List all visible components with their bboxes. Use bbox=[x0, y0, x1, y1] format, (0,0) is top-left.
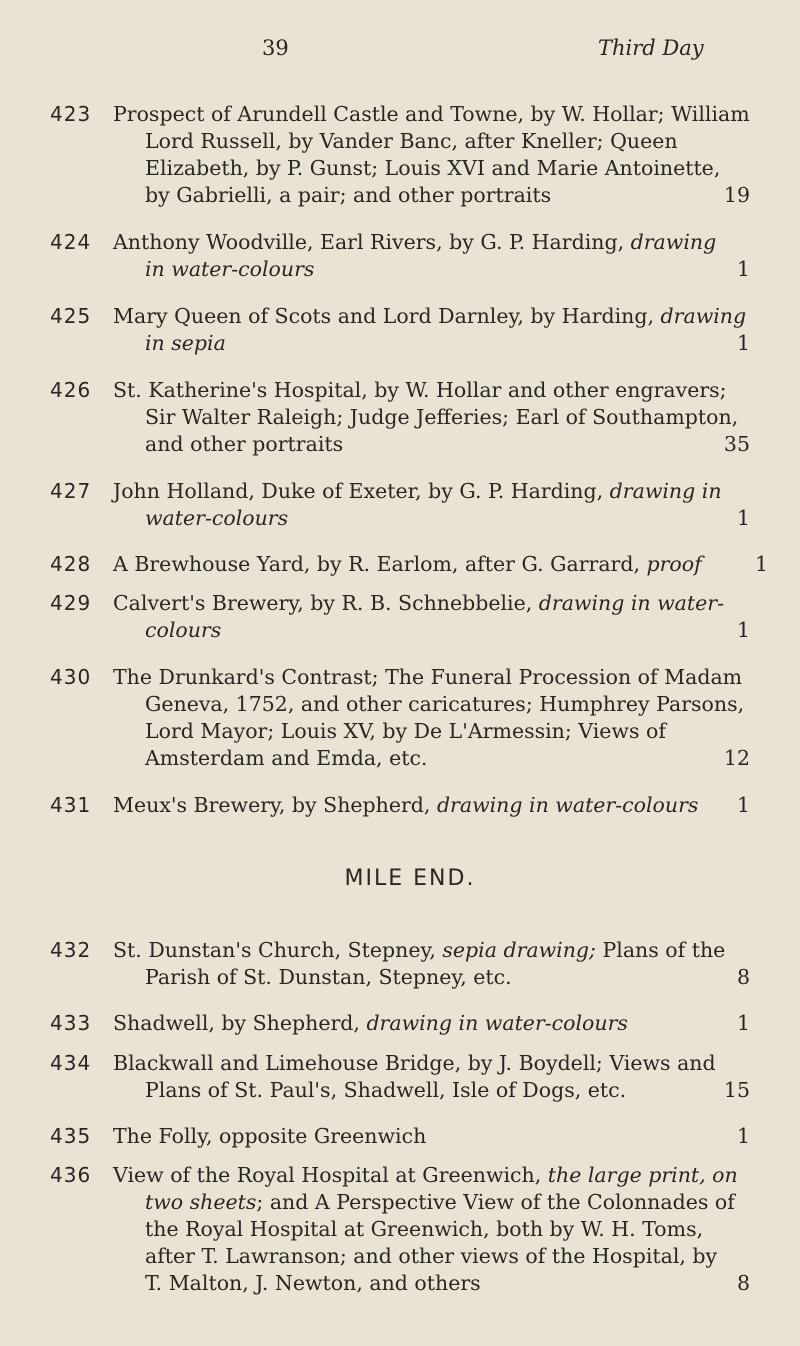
lot-text: View of the Royal Hospital at Greenwich, bbox=[113, 1163, 548, 1187]
lot-description bbox=[113, 664, 743, 772]
lot-quantity: 1 bbox=[736, 506, 750, 530]
lot-description bbox=[113, 1162, 743, 1297]
lot-quantity: 1 bbox=[736, 1124, 750, 1148]
lot-text: Plans of the bbox=[595, 938, 726, 962]
lot-medium: two sheets bbox=[145, 1190, 257, 1214]
lot-description bbox=[113, 1123, 743, 1150]
lot-text: the Royal Hospital at Greenwich, both by W. H. Toms, bbox=[145, 1217, 704, 1241]
lot-description bbox=[113, 478, 743, 532]
section-heading: MILE END. bbox=[344, 866, 476, 891]
running-head: Third Day bbox=[598, 36, 704, 60]
lot-number: 431 bbox=[50, 793, 92, 817]
lot-medium: drawing in water-colours bbox=[366, 1011, 628, 1035]
lot-quantity: 8 bbox=[736, 965, 750, 989]
lot-number: 434 bbox=[50, 1051, 92, 1075]
lot-text: Lord Russell, by Vander Banc, after Kneller; Queen bbox=[145, 129, 678, 153]
lot-medium: in sepia bbox=[145, 331, 226, 355]
lot-text: Meux's Brewery, by Shepherd, bbox=[113, 793, 437, 817]
lot-medium: colours bbox=[145, 618, 222, 642]
lot-text: and other portraits bbox=[145, 432, 344, 456]
lot-text: ; and A Perspective View of the Colonnades of bbox=[256, 1190, 735, 1214]
lot-text: Mary Queen of Scots and Lord Darnley, by Harding, bbox=[113, 304, 661, 328]
lot-text: St. Dunstan's Church, Stepney, bbox=[113, 938, 443, 962]
lot-quantity: 1 bbox=[754, 552, 768, 576]
lot-medium: water-colours bbox=[145, 506, 289, 530]
lot-medium: in water-colours bbox=[145, 257, 315, 281]
lot-description bbox=[113, 937, 743, 991]
lot-text: Geneva, 1752, and other caricatures; Humphrey Parsons, bbox=[145, 692, 745, 716]
lot-number: 436 bbox=[50, 1163, 92, 1187]
lot-text: Shadwell, by Shepherd, bbox=[113, 1011, 367, 1035]
lot-number: 429 bbox=[50, 591, 92, 615]
lot-number: 428 bbox=[50, 552, 92, 576]
lot-quantity: 8 bbox=[736, 1271, 750, 1295]
lot-description bbox=[113, 303, 747, 357]
lot-description bbox=[113, 229, 743, 283]
lot-medium: sepia drawing; bbox=[442, 938, 596, 962]
lot-medium: drawing in bbox=[609, 479, 722, 503]
lot-description bbox=[113, 377, 743, 458]
lot-text: The Drunkard's Contrast; The Funeral Procession of Madam bbox=[113, 665, 743, 689]
lot-quantity: 19 bbox=[723, 183, 750, 207]
lot-medium: drawing bbox=[660, 304, 747, 328]
lot-text: after T. Lawranson; and other views of the Hospital, by bbox=[145, 1244, 718, 1268]
lot-text: Plans of St. Paul's, Shadwell, Isle of Dogs, etc. bbox=[145, 1078, 627, 1102]
lot-number: 430 bbox=[50, 665, 92, 689]
lot-text: by Gabrielli, a pair; and other portraits bbox=[145, 183, 552, 207]
lot-number: 424 bbox=[50, 230, 92, 254]
lot-text: Parish of St. Dunstan, Stepney, etc. bbox=[145, 965, 512, 989]
lot-number: 426 bbox=[50, 378, 92, 402]
lot-text: T. Malton, J. Newton, and others bbox=[145, 1271, 481, 1295]
page-number: 39 bbox=[262, 36, 289, 60]
lot-quantity: 1 bbox=[736, 793, 750, 817]
lot-text: St. Katherine's Hospital, by W. Hollar and other engravers; bbox=[113, 378, 727, 402]
lot-text: A Brewhouse Yard, by R. Earlom, after G. Garrard, bbox=[113, 552, 647, 576]
lot-quantity: 1 bbox=[736, 331, 750, 355]
lot-quantity: 1 bbox=[736, 618, 750, 642]
lot-number: 423 bbox=[50, 102, 92, 126]
lot-number: 425 bbox=[50, 304, 92, 328]
lot-text: Blackwall and Limehouse Bridge, by J. Boydell; Views and bbox=[113, 1051, 716, 1075]
lot-text: Amsterdam and Emda, etc. bbox=[145, 746, 428, 770]
lot-description bbox=[113, 1050, 743, 1104]
lot-text: Anthony Woodville, Earl Rivers, by G. P. Harding, bbox=[113, 230, 631, 254]
lot-description bbox=[113, 101, 750, 209]
lot-text: Calvert's Brewery, by R. B. Schnebbelie, bbox=[113, 591, 539, 615]
lot-medium: drawing in water- bbox=[538, 591, 724, 615]
lot-number: 435 bbox=[50, 1124, 92, 1148]
lot-description bbox=[113, 792, 743, 819]
lot-text: John Holland, Duke of Exeter, by G. P. Harding, bbox=[113, 479, 610, 503]
lot-text: Elizabeth, by P. Gunst; Louis XVI and Marie Antoinette, bbox=[145, 156, 721, 180]
lot-number: 433 bbox=[50, 1011, 92, 1035]
lot-text: Lord Mayor; Louis XV, by De L'Armessin; Views of bbox=[145, 719, 666, 743]
lot-medium: drawing in water-colours bbox=[436, 793, 699, 817]
lot-description bbox=[113, 1010, 743, 1037]
lot-quantity: 35 bbox=[723, 432, 750, 456]
lot-medium: proof bbox=[646, 552, 702, 576]
lot-quantity: 12 bbox=[723, 746, 750, 770]
lot-quantity: 15 bbox=[723, 1078, 750, 1102]
lot-text: The Folly, opposite Greenwich bbox=[113, 1124, 427, 1148]
lot-number: 427 bbox=[50, 479, 92, 503]
lot-number: 432 bbox=[50, 938, 92, 962]
lot-quantity: 1 bbox=[736, 1011, 750, 1035]
lot-medium: the large print, on bbox=[547, 1163, 738, 1187]
lot-description bbox=[113, 551, 743, 578]
lot-text: Sir Walter Raleigh; Judge Jefferies; Earl of Southampton, bbox=[145, 405, 739, 429]
lot-text: Prospect of Arundell Castle and Towne, by W. Hollar; William bbox=[113, 102, 750, 126]
lot-description bbox=[113, 590, 743, 644]
lot-medium: drawing bbox=[630, 230, 717, 254]
lot-quantity: 1 bbox=[736, 257, 750, 281]
